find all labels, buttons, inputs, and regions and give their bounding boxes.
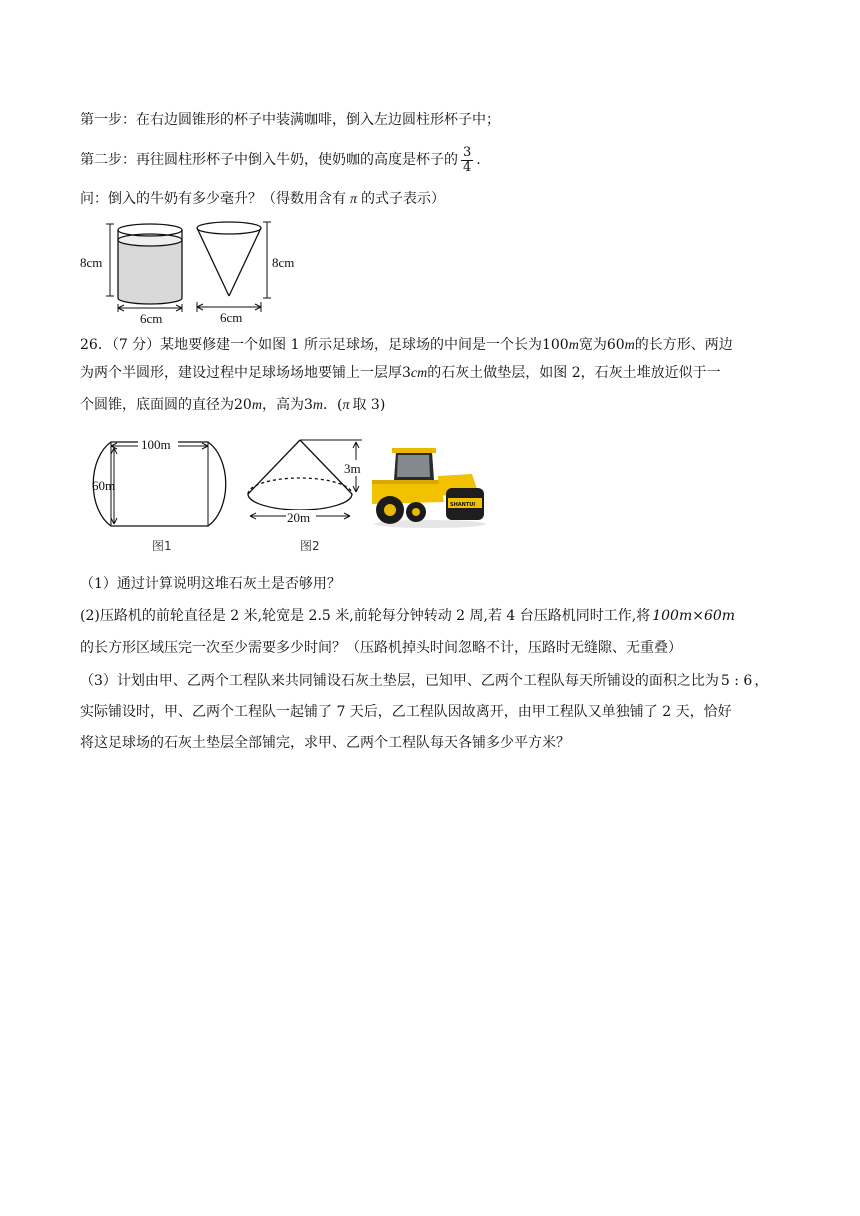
coffee-step2 — [80, 143, 481, 177]
q26-sub2-line2: 的长方形区域压完一次至少需要多少时间？（压路机掉头时间忽略不计，压路时无缝隙、无重叠） — [80, 640, 682, 656]
cylinder-diameter-label: 6cm — [140, 311, 163, 326]
unit-m: m — [312, 398, 323, 413]
cone-diameter-label: 6cm — [220, 310, 243, 325]
q26-line2-text-b: 的石灰土做垫层，如图 2，石灰土堆放近似于一 — [427, 365, 721, 381]
q26-sub2-text-a: (2)压路机的前轮直径是 2 米,轮宽是 2.5 米,前轮每分钟转动 2 周,若 4 台压路机同时工作,将 — [80, 608, 651, 624]
q26-line1-text-a: 26．（7 分）某地要修建一个如图 1 所示足球场，足球场的中间是一个长为 — [80, 337, 542, 353]
cone-height-label: 8cm — [272, 255, 295, 270]
cylinder-height-label: 8cm — [80, 255, 103, 270]
figure-1-caption: 图1 — [152, 539, 172, 553]
q26-line3-text-a: 个圆锥，底面圆的直径为 — [80, 397, 234, 413]
layer-thickness-value: 3 — [402, 365, 411, 381]
unit-m: m — [624, 338, 635, 353]
field-length-value: 100 — [541, 337, 569, 353]
width-label: 60m — [92, 478, 116, 493]
cone-cup — [197, 222, 261, 296]
q26-sub3-text-a: （3）计划由甲、乙两个工程队来共同铺设石灰土垫层，已知甲、乙两个工程队每天所铺设的面积之比为 — [80, 673, 719, 689]
unit-m: m — [568, 338, 579, 353]
cone-height-dim — [263, 222, 271, 298]
coffee-question — [80, 189, 445, 210]
cone-height-value: 3 — [303, 397, 313, 413]
road-roller-illustration — [368, 440, 490, 530]
q26-line1-text-b: 宽为 — [578, 337, 607, 353]
length-dim — [111, 442, 208, 526]
q26-line2 — [80, 363, 721, 384]
unit-cm: cm — [410, 366, 428, 381]
q26-line2-text-a: 为两个半圆形，建设过程中足球场场地要铺上一层厚 — [80, 365, 402, 381]
area-expression: 100m×60m — [652, 608, 736, 624]
figure-2-caption: 图2 — [300, 539, 320, 553]
coffee-question-b: 的式子表示） — [361, 191, 446, 207]
q26-line1 — [80, 335, 733, 356]
fraction-three-quarters — [461, 146, 473, 175]
cylinder-height-dim — [106, 224, 114, 296]
fraction-denominator: 4 — [463, 159, 472, 175]
q26-sub1: （1）通过计算说明这堆石灰土是否够用？ — [80, 576, 341, 592]
field-width-value: 60 — [606, 337, 625, 353]
q26-sub2-line1 — [80, 606, 735, 626]
pi-symbol: π — [342, 398, 350, 413]
cup-figure — [78, 216, 318, 328]
pi-symbol: π — [350, 192, 358, 207]
coffee-step2-text: 第二步：再往圆柱形杯子中倒入牛奶，使奶咖的高度是杯子的 — [80, 152, 458, 168]
cone-pile — [248, 440, 352, 510]
q26-line3 — [80, 395, 385, 416]
figure-2-cone — [244, 434, 374, 558]
q26-line3-text-d: 取 3) — [352, 397, 386, 413]
coffee-question-a: 问：倒入的牛奶有多少毫升？（得数用含有 — [80, 191, 346, 207]
unit-m: m — [251, 398, 262, 413]
length-label-front: 100m — [141, 437, 171, 452]
area-ratio: 5 : 6 — [720, 673, 753, 689]
coffee-step2-end: . — [476, 152, 481, 168]
q26-line3-text-b: ，高为 — [261, 397, 304, 413]
q26-sub3-line2: 实际铺设时，甲、乙两个工程队一起铺了 7 天后，乙工程队因故离开，由甲工程队又单独铺了 2 天，恰好 — [80, 704, 732, 720]
cylinder-cup — [118, 224, 182, 304]
cone-diameter-value: 20 — [234, 397, 252, 413]
figure-1-stadium — [78, 434, 248, 558]
pile-height-label: 3m — [344, 461, 361, 476]
q26-sub3-text-b: ， — [754, 673, 769, 689]
q26-sub3-line3: 将这足球场的石灰土垫层全部铺完，求甲、乙两个工程队每天各铺多少平方米？ — [80, 735, 570, 751]
q26-line3-text-c: ．( — [323, 397, 343, 413]
roller-brand-label: SHANTUI — [450, 502, 476, 508]
q26-sub3-line1 — [80, 671, 768, 691]
q26-line1-text-c: 的长方形、两边 — [634, 337, 733, 353]
fraction-numerator: 3 — [463, 144, 472, 160]
coffee-step1: 第一步：在右边圆锥形的杯子中装满咖啡，倒入左边圆柱形杯子中； — [80, 112, 500, 128]
pile-diameter-label: 20m — [287, 510, 311, 525]
